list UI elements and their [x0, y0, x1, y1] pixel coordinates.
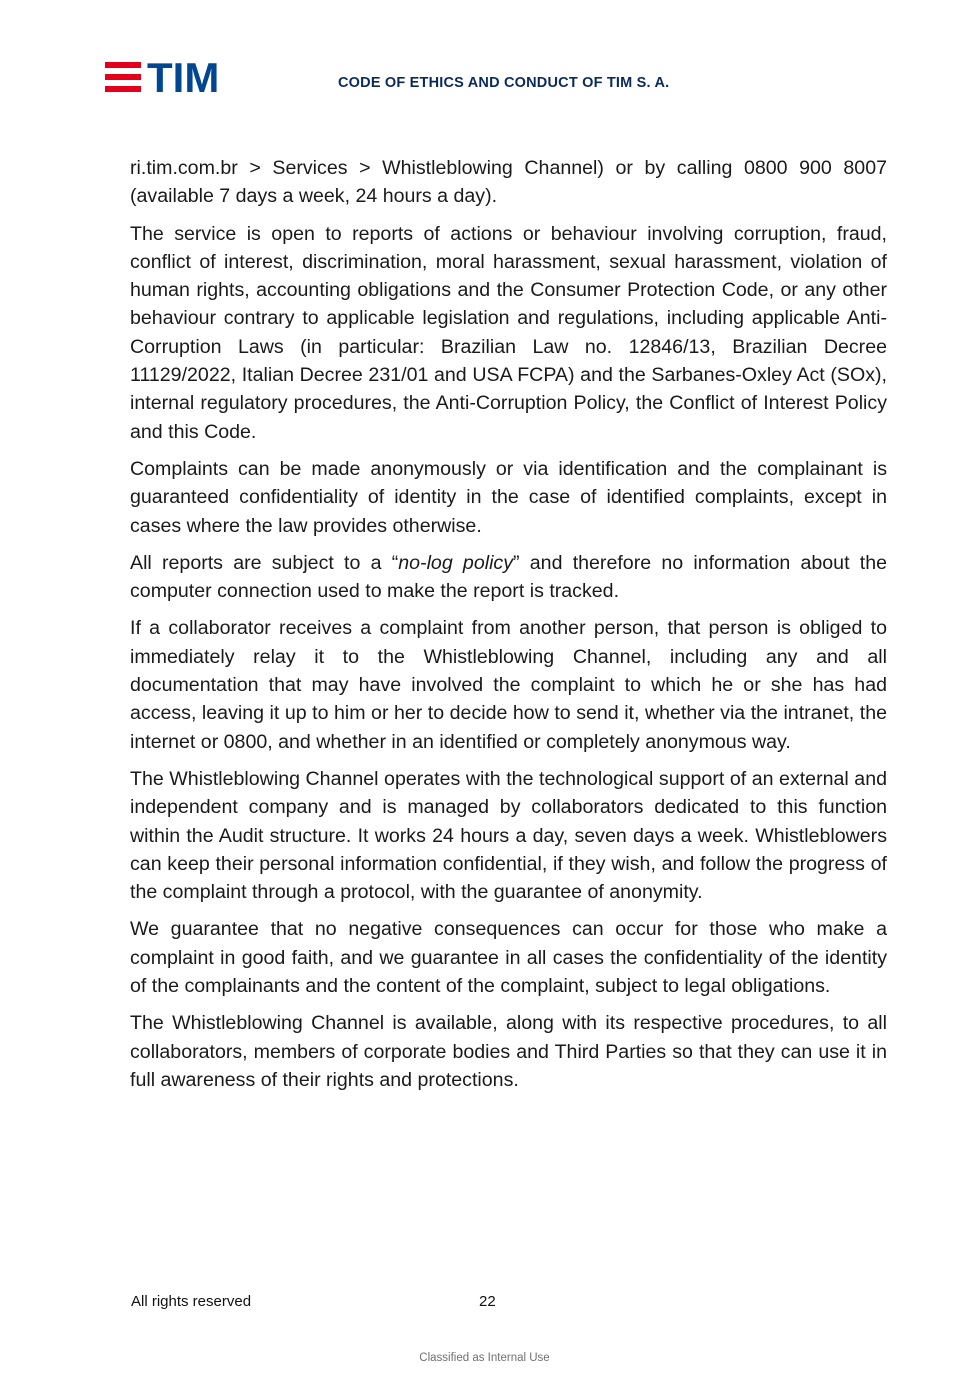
paragraph: If a collaborator receives a complaint from another person, that person is obliged to immediately relay it to the Whistleblowing Channel, including any and all documentation that may have involved the complaint to which he or she has had access, leaving it up to him or her to decide how to send it, whether via the intranet, the internet or 0800, and whether in an identified or completely anonymous way.	[130, 617, 887, 753]
document-header-title: CODE OF ETHICS AND CONDUCT OF TIM S. A.	[338, 75, 670, 91]
classification-label: Classified as Internal Use	[419, 1352, 550, 1364]
paragraph-no-log-policy	[130, 549, 887, 606]
paragraph: The Whistleblowing Channel is available, along with its respective procedures, to all collaborators, members of corporate bodies and Third Parties so that they can use it in full awareness of their rights and protections.	[130, 1012, 887, 1091]
paragraph: The Whistleblowing Channel operates with the technological support of an external and independent company and is managed by collaborators dedicated to this function within the Audit structure. It works 24 hours a day, seven days a week. Whistleblowers can keep their personal information confidential, if they wish, and follow the progress of the complaint through a protocol, with the guarantee of anonymity.	[130, 767, 887, 904]
paragraph: ri.tim.com.br > Services > Whistleblowing Channel) or by calling 0800 900 8007 (available 7 days a week, 24 hours a day).	[130, 157, 887, 208]
document-body	[130, 154, 887, 1103]
paragraph-text: ” and therefore no information about the computer connection used to make the report is tracked.	[130, 551, 887, 603]
paragraph-text: All reports are subject to a “	[130, 551, 399, 574]
paragraph: The service is open to reports of actions or behaviour involving corruption, fraud, conflict of interest, discrimination, moral harassment, sexual harassment, violation of human rights, accounting obligations and the Consumer Protection Code, or any other behaviour contrary to applicable legislation and regulations, including applicable Anti-Corruption Laws (in particular: Brazilian Law no. 12846/13, Brazilian Decree 11129/2022, Italian Decree 231/01 and USA FCPA) and the Sarbanes-Oxley Act (SOx), internal regulatory procedures, the Anti-Corruption Policy, the Conflict of Interest Policy and this Code.	[130, 222, 887, 443]
tim-logo-text: TIM	[147, 54, 220, 101]
emphasis-no-log-policy: no-log policy	[398, 551, 514, 574]
tim-logo-bars-icon	[105, 62, 143, 96]
tim-logo	[105, 54, 223, 101]
paragraph: We guarantee that no negative consequences can occur for those who make a complaint in good faith, and we guarantee in all cases the confidentiality of the identity of the complainants and the content of the complaint, subject to legal obligations.	[130, 918, 887, 998]
footer-rights: All rights reserved	[131, 1293, 252, 1310]
paragraph: Complaints can be made anonymously or via identification and the complainant is guaranteed confidentiality of identity in the case of identified complaints, except in cases where the law provides otherwise.	[130, 457, 887, 537]
page-number: 22	[479, 1293, 496, 1310]
